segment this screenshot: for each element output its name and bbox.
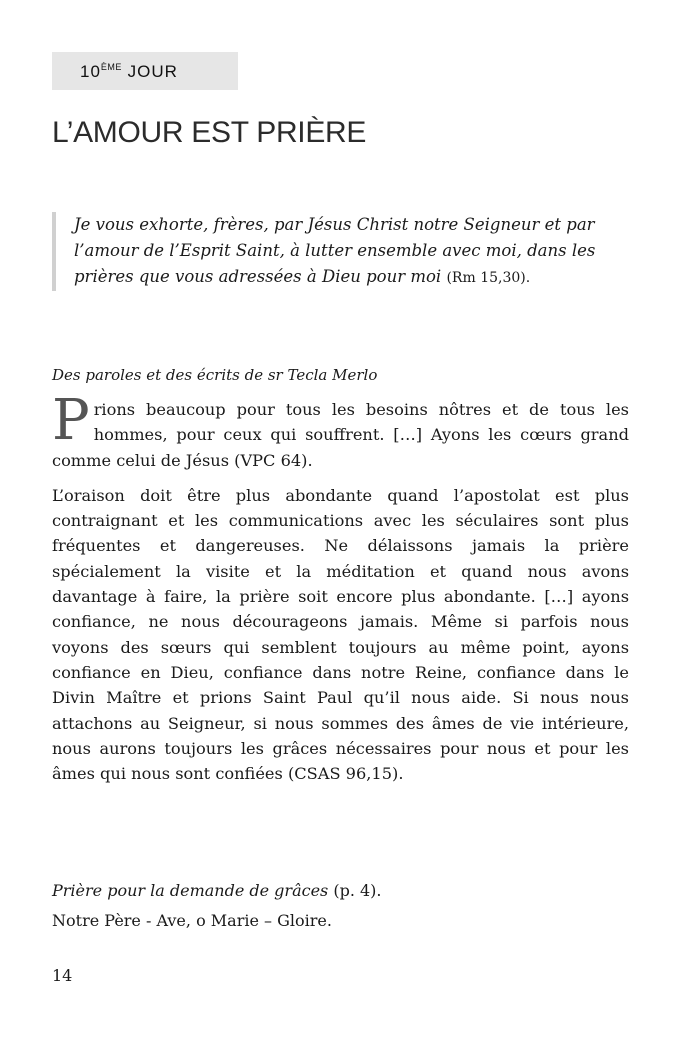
drop-cap: P [52,388,90,453]
scripture-quote [52,212,654,291]
day-number: 10 [80,62,101,81]
day-label [80,62,178,82]
prayer-title: Prière pour la demande de grâces [52,881,329,900]
paragraph-1 [52,388,629,473]
prayer-line-1 [52,876,382,906]
page-number: 14 [52,966,73,985]
quote-reference: (Rm 15,30). [446,270,531,286]
prayer-line-2: Notre Père - Ave, o Marie – Gloire. [52,911,332,930]
prayer-block [52,876,382,936]
body-text [52,388,629,796]
prayer-reference: (p. 4). [333,881,382,900]
quote-text: Je vous exhorte, frères, par Jésus Christ notre Seigneur et par l’amour de l’Esprit Saint, à lutter ensemble avec moi, dans les prières que vous adressées à Dieu pour moi [74,215,596,286]
day-label-box [52,52,238,90]
paragraph-2: L’oraison doit être plus abondante quand l’apostolat est plus contraignant et les communications avec les séculaires sont plus fréquentes et dangereuses. Ne délaissons jamais la prière spécialement la visite et la méditation et quand nous avons davantage à faire, la prière soit encore plus abondante. […] ayons confiance, ne nous décourageons jamais. Même si parfois nous voyons des sœurs qui semblent toujours au même point, ayons confiance en Dieu, confiance dans notre Reine, confiance dans le Divin Maître et prions Saint Paul qu’il nous aide. Si nous nous attachons au Seigneur, si nous sommes des âmes de vie intérieure, nous aurons toujours les grâces nécessaires pour nous et pour les âmes qui nous sont confiées (CSAS 96,15). [52,485,629,784]
day-word: JOUR [127,62,178,81]
page-title: L’AMOUR EST PRIÈRE [52,116,367,149]
section-subheading: Des paroles et des écrits de sr Tecla Merlo [52,366,378,384]
day-superscript: ÈME [100,62,122,72]
paragraph-1-text: rions beaucoup pour tous les besoins nôtres et de tous les hommes, pour ceux qui souffrent. […] Ayons les cœurs grand comme celui de Jésus (VPC 64). [52,400,629,470]
